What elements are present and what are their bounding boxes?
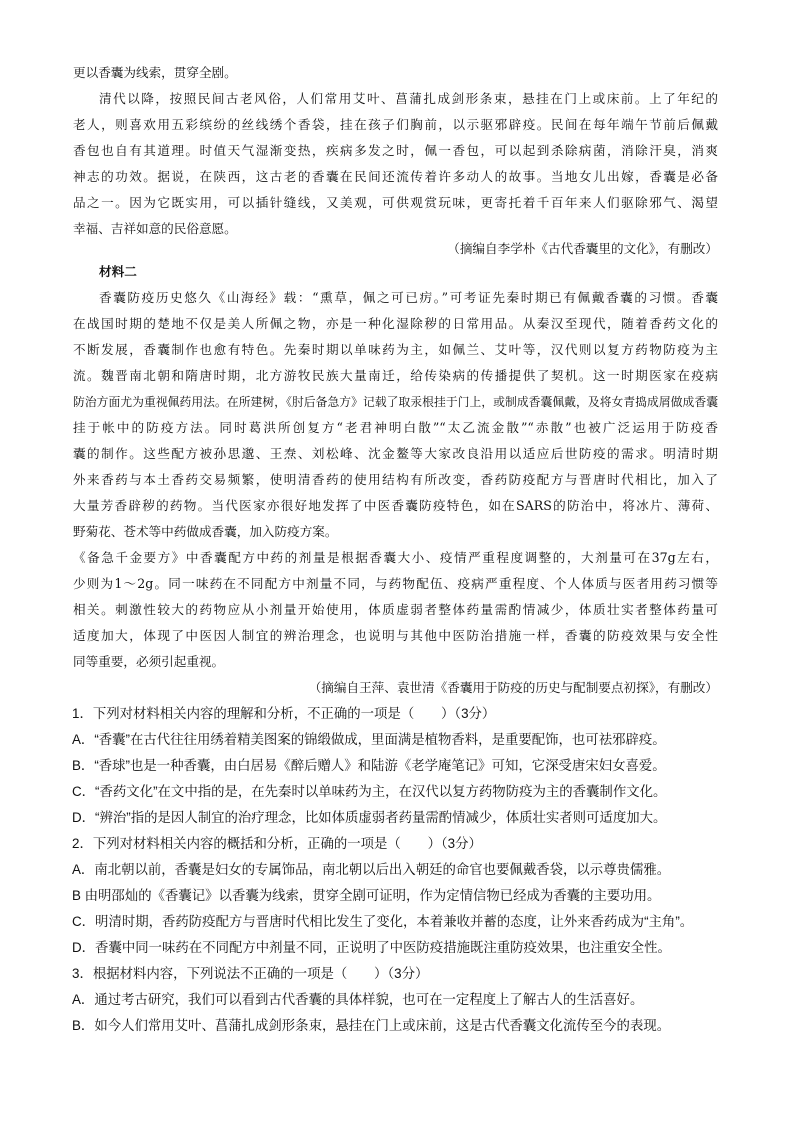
passage-line: 外来香药与本土香药交易频繁，使明清香药的使用结构有所改变，香药防疫配方与晋唐时代相比，加入了 [73, 472, 718, 487]
passage-line: 同等重要，必须引起重视。 [73, 654, 225, 669]
passage-line: 品之一。因为它既实用，可以插针缝线，又美观，可供观赏玩味，更寄托着千百年来人们驱除邪气、渴望 [73, 195, 718, 210]
passage-line: 野菊花、苍术等中药做成香囊，加入防疫方案。 [73, 524, 338, 539]
passage-line: 老人，则喜欢用五彩缤纷的丝线绣个香袋，挂在孩子们胸前，以示驱邪辟疫。民间在每年端午节前后佩戴 [73, 117, 718, 132]
passage-line: 在战国时期的楚地不仅是美人所佩之物，亦是一种化湿除秽的日常用品。从秦汉至现代，随着香药文化的 [73, 316, 718, 331]
question-option: D．香囊中同一味药在不同配方中剂量不同，正说明了中医防疫措施既注重防疫效果，也注重安全性。 [72, 940, 671, 955]
passage-line: 防治方面尤为重视佩药用法。在所建树，《肘后备急方》记载了取汞根挂于门上，或制成香囊佩戴，及将女青捣成屑做成香囊 [73, 395, 718, 409]
source-citation: （摘编自李学朴《古代香囊里的文化》，有删改） [447, 241, 718, 256]
passage-line: 不断发展，香囊制作也愈有特色。先秦时期以单味药为主，如佩兰、艾叶等，汉代则以复方药物防疫为主 [73, 342, 718, 357]
passage-line: 幸福、吉祥如意的民俗意愿。 [73, 221, 237, 236]
passage-line: 《备急千金要方》中香囊配方中药的剂量是根据香囊大小、疫情严重程度调整的，大剂量可在37g左右， [73, 550, 718, 565]
passage-line: 流。魏晋南北朝和隋唐时期，北方游牧民族大量南迁，给传染病的传播提供了契机。这一时期医家在疫病 [73, 368, 718, 383]
question-option: B 由明邵灿的《香囊记》以香囊为线索，贯穿全剧可证明，作为定情信物已经成为香囊的主要功用。 [72, 888, 661, 903]
passage-line: 神志的功效。据说，在陕西，这古老的香囊在民间还流传着许多动人的故事。当地女儿出嫁，香囊是必备 [73, 169, 718, 184]
question-option: B．“香球”也是一种香囊，由白居易《醉后赠人》和陆游《老学庵笔记》可知，它深受唐宋妇女喜爱。 [72, 758, 666, 773]
question-option: D．“辨治”指的是因人制宜的治疗理念，比如体质虚弱者药量需酌情减少，体质壮实者则可适度加大。 [72, 810, 667, 825]
passage-line: 大量芳香辟秽的药物。当代医家亦很好地发挥了中医香囊防疫特色，如在SARS的防治中，将冰片、薄荷、 [73, 498, 718, 513]
passage-line: 囊的制作。这些配方被孙思邈、王焘、刘松峰、沈金鳌等大家改良沿用以适应后世防疫的需求。明清时期 [73, 446, 718, 461]
question-option: A．“香囊”在古代往往用绣着精美图案的锦缎做成，里面满是植物香料，是重要配饰，也可祛邪辟疫。 [72, 732, 666, 747]
question-option: B．如今人们常用艾叶、菖蒲扎成剑形条束，悬挂在门上或床前，这是古代香囊文化流传至今的表现。 [72, 1018, 671, 1033]
passage-line: 适度加大，体现了中医因人制宜的辨治理念，也说明与其他中医防治措施一样，香囊的防疫效果与安全性 [73, 628, 718, 643]
passage-line: 少则为1～2g。同一味药在不同配方中剂量不同，与药物配伍、疫病严重程度、个人体质与医者用药习惯等 [73, 576, 718, 591]
section-heading: 材料二 [99, 264, 137, 279]
passage-line: 香包也自有其道理。时值天气湿渐变热，疾病多发之时，佩一香包，可以起到杀除病菌，消除汗臭，消爽 [73, 143, 718, 158]
question-stem: 1．下列对材料相关内容的理解和分析，不正确的一项是（ ）（3分） [72, 706, 496, 721]
passage-line: 更以香囊为线索，贯穿全剧。 [73, 65, 237, 80]
question-option: C．明清时期，香药防疫配方与晋唐时代相比发生了变化，本着兼收并蓄的态度，让外来香药成为“主角”。 [72, 914, 694, 929]
passage-line: 挂于帐中的防疫方法。同时葛洪所创复方“老君神明白散”“太乙流金散”“赤散”也被广泛运用于防疫香 [73, 420, 718, 435]
question-stem: 3．根据材料内容，下列说法不正确的一项是（ ）（3分） [72, 966, 429, 981]
question-option: C．“香药文化”在文中指的是，在先秦时以单味药为主，在汉代以复方药物防疫为主的香囊制作文化。 [72, 784, 667, 799]
passage-line: 香囊防疫历史悠久《山海经》载：“熏草，佩之可已疠。”可考证先秦时期已有佩戴香囊的习惯。香囊 [99, 290, 718, 305]
question-option: A．南北朝以前，香囊是妇女的专属饰品，南北朝以后出入朝廷的命官也要佩戴香袋，以示尊贵儒雅。 [72, 862, 671, 877]
passage-line: 相关。刺激性较大的药物应从小剂量开始使用，体质虚弱者整体药量需酌情减少，体质壮实者整体药量可 [73, 602, 718, 617]
source-citation: （摘编自王萍、袁世清《香囊用于防疫的历史与配制要点初探》，有删改） [308, 680, 718, 695]
question-option: A．通过考古研究，我们可以看到古代香囊的具体样貌，也可在一定程度上了解古人的生活喜好。 [72, 992, 644, 1007]
question-stem: 2．下列对材料相关内容的概括和分析，正确的一项是（ ）（3分） [72, 836, 482, 851]
passage-line: 清代以降，按照民间古老风俗，人们常用艾叶、菖蒲扎成剑形条束，悬挂在门上或床前。上了年纪的 [99, 91, 718, 106]
